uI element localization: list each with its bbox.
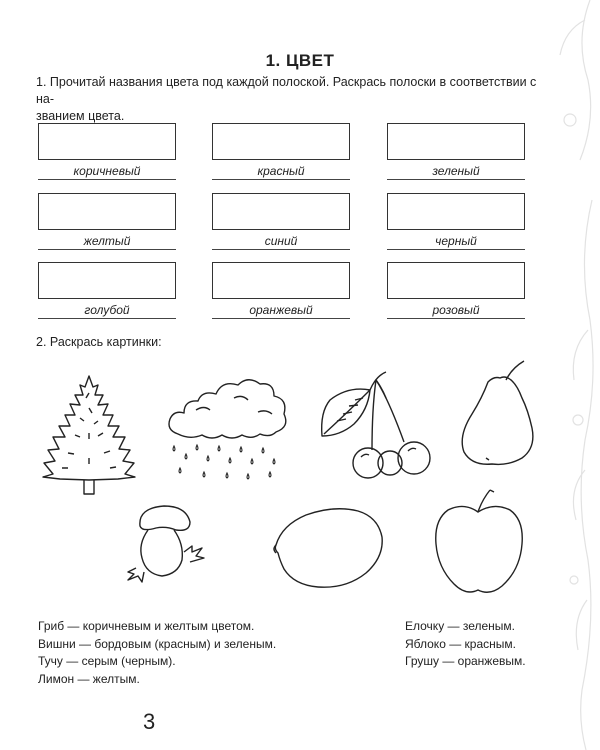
color-box-pink[interactable] bbox=[387, 262, 525, 299]
color-box-red[interactable] bbox=[212, 123, 350, 160]
task-1-text: 1. Прочитай названия цвета под каждой полоской. Раскрась полоски в соответствии с на- званием цвета. bbox=[36, 75, 537, 123]
page-number: 3 bbox=[143, 709, 156, 734]
fir-tree-picture[interactable] bbox=[40, 373, 138, 498]
pear-picture[interactable] bbox=[456, 358, 538, 470]
color-label: коричневый bbox=[38, 164, 176, 180]
mushroom-picture[interactable] bbox=[122, 504, 214, 586]
task-2-text: 2. Раскрась картинки: bbox=[36, 335, 162, 349]
color-label: желтый bbox=[38, 234, 176, 250]
color-label: оранжевый bbox=[212, 303, 350, 319]
cherries-picture[interactable] bbox=[318, 368, 443, 486]
color-box-blue[interactable] bbox=[212, 193, 350, 230]
apple-picture[interactable] bbox=[430, 486, 530, 598]
color-label: черный bbox=[387, 234, 525, 250]
color-box-light-blue[interactable] bbox=[38, 262, 176, 299]
color-label: голубой bbox=[38, 303, 176, 319]
color-label: красный bbox=[212, 164, 350, 180]
coloring-instructions-left: Гриб — коричневым и желтым цветом. Вишни — бордовым (красным) и зеленым. Тучу — серым (черным). Лимон — желтым. bbox=[38, 619, 277, 686]
color-box-brown[interactable] bbox=[38, 123, 176, 160]
rain-cloud-picture[interactable] bbox=[164, 372, 292, 487]
color-box-orange[interactable] bbox=[212, 262, 350, 299]
page-title: 1. ЦВЕТ bbox=[265, 51, 335, 70]
lemon-picture[interactable] bbox=[270, 505, 388, 593]
color-box-yellow[interactable] bbox=[38, 193, 176, 230]
color-label: розовый bbox=[387, 303, 525, 319]
color-label: синий bbox=[212, 234, 350, 250]
color-box-green[interactable] bbox=[387, 123, 525, 160]
coloring-instructions-right: Елочку — зеленым. Яблоко — красным. Грушу — оранжевым. bbox=[405, 619, 526, 668]
color-label: зеленый bbox=[387, 164, 525, 180]
color-box-black[interactable] bbox=[387, 193, 525, 230]
